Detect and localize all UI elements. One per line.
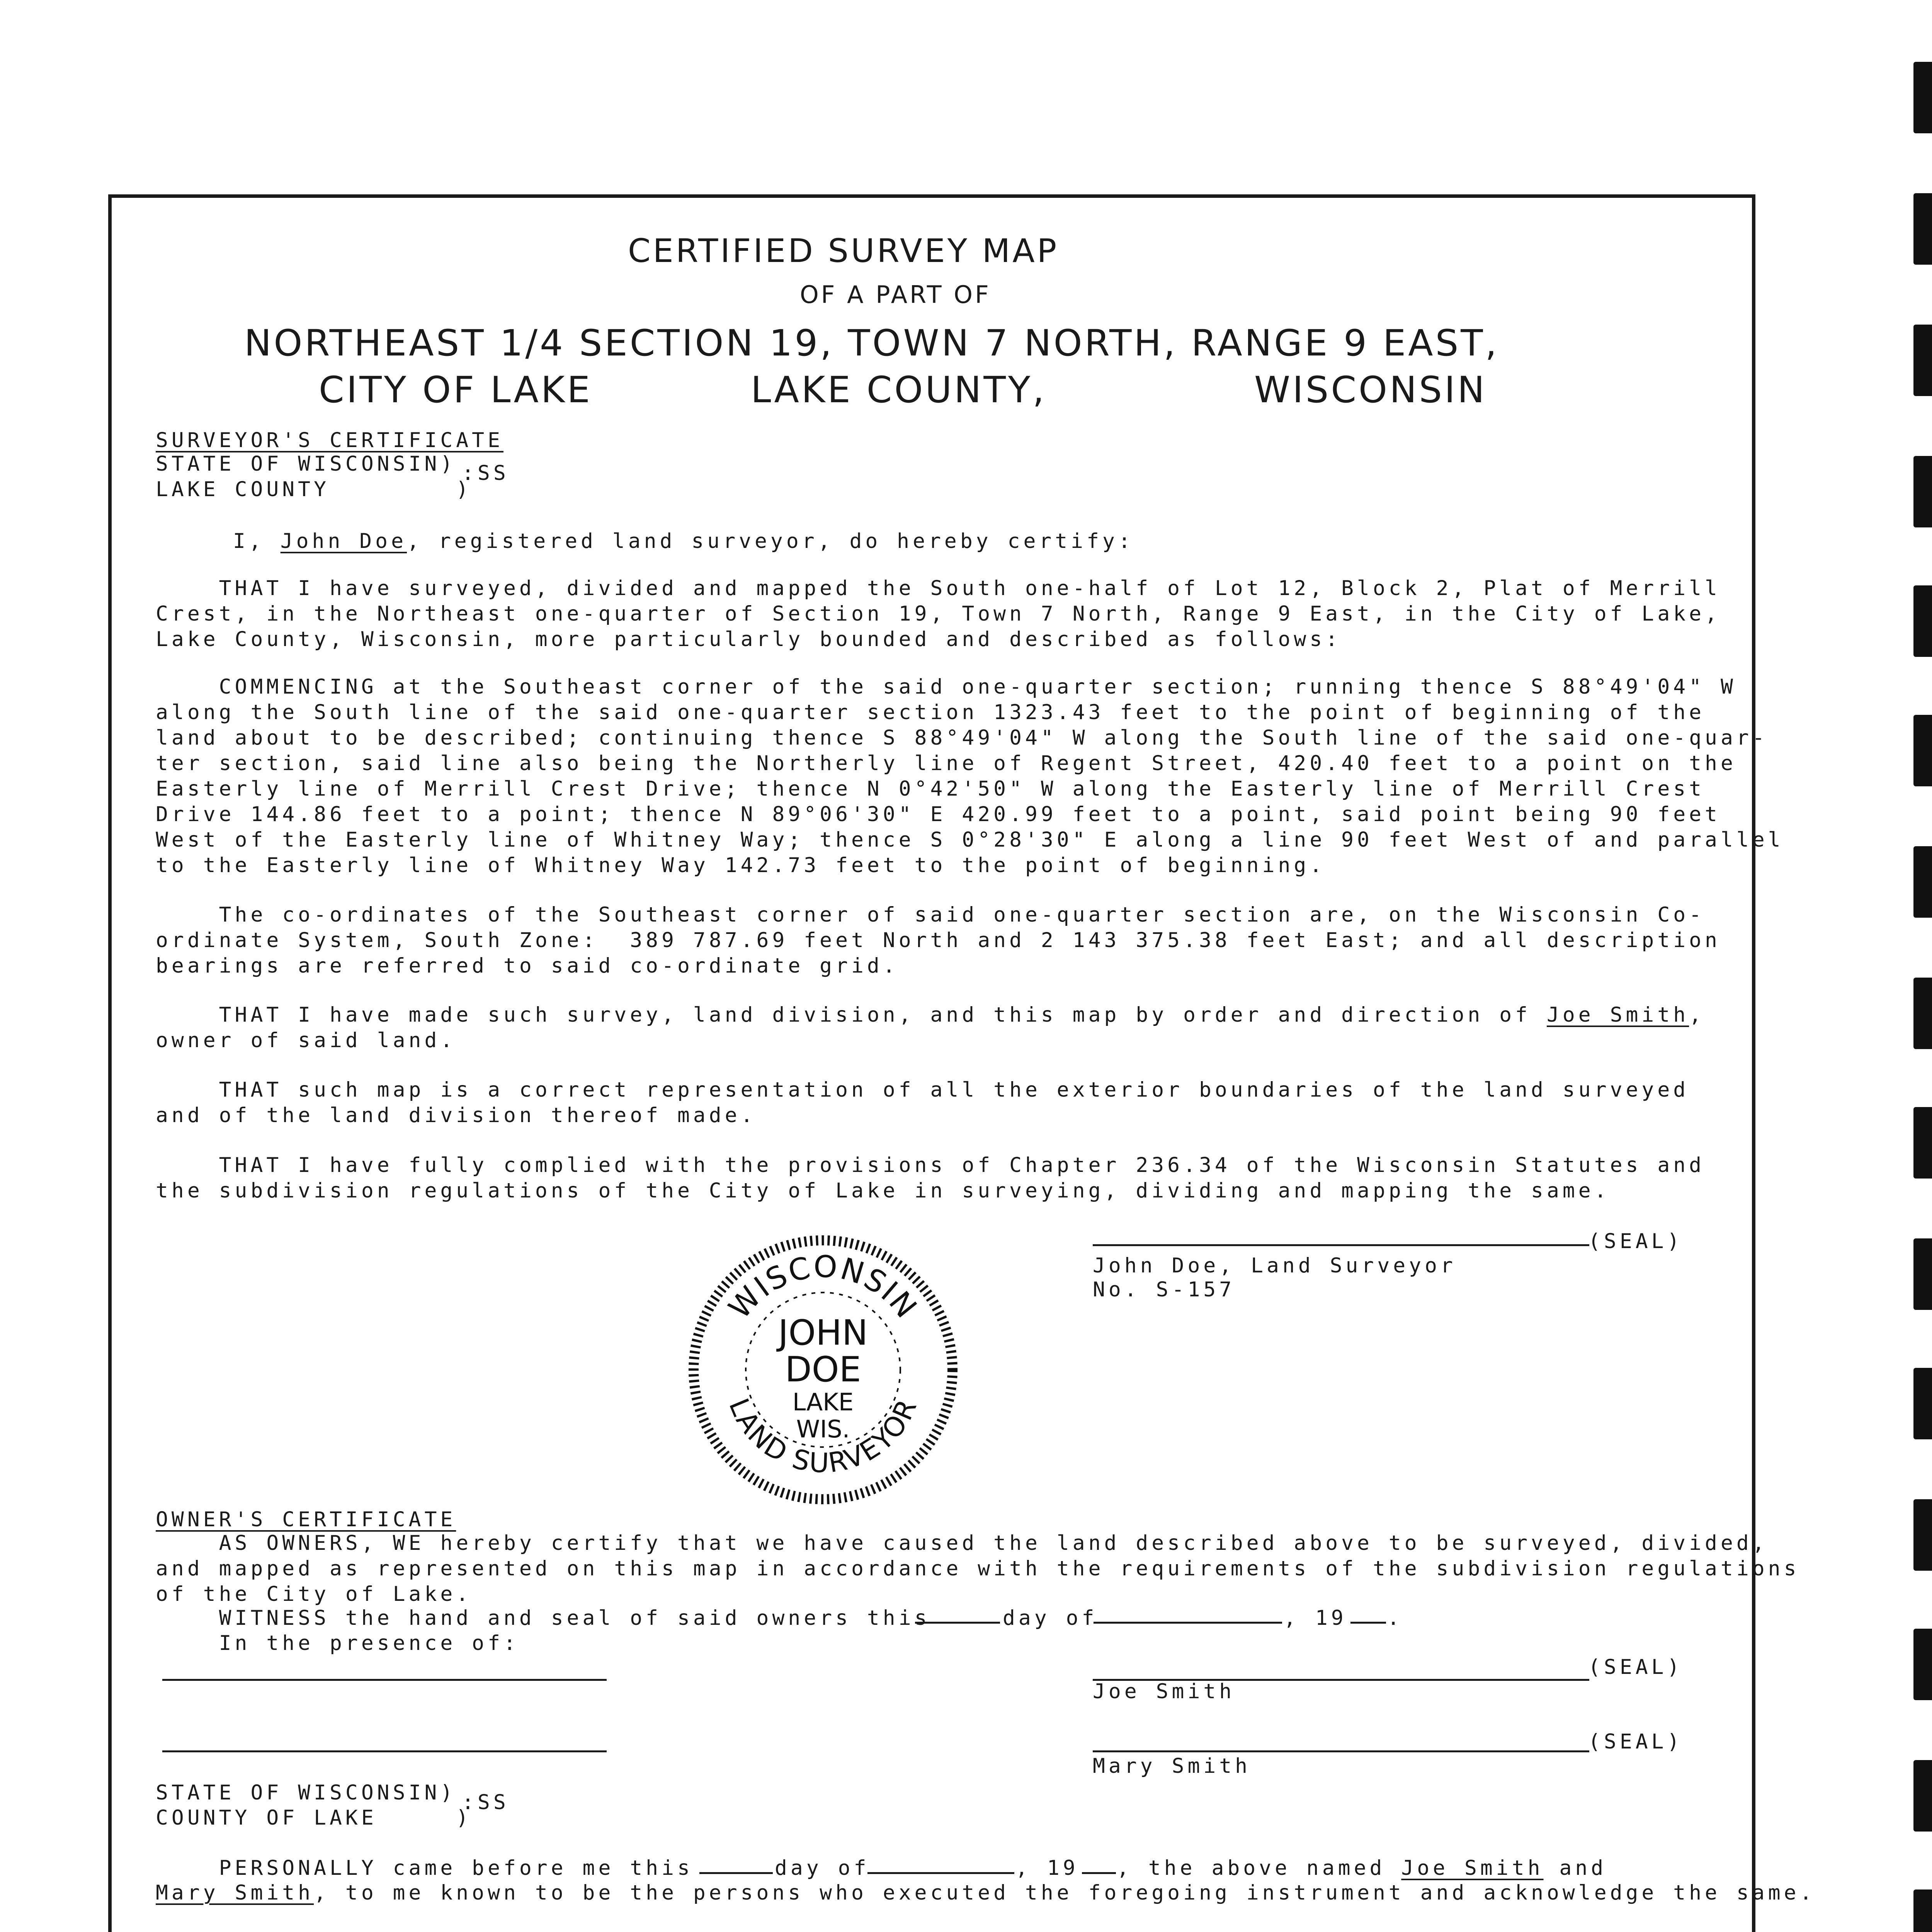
intro-suffix: , registered land surveyor, do hereby certify: bbox=[407, 529, 1134, 553]
binder-bar bbox=[1913, 715, 1932, 786]
paragraph-coordinates: The co-ordinates of the Southeast corner of said one-quarter section are, on the Wisconsin Co- ordinate System, South Zone: 389 787.69 feet North and 2 143 375.38 feet East; and all description bearings are referred to said co-ordinate grid. bbox=[156, 903, 1721, 978]
owner2-seal-label: (SEAL) bbox=[1588, 1730, 1683, 1753]
owner-cert-heading: OWNER'S CERTIFICATE bbox=[156, 1508, 456, 1531]
binder-bar bbox=[1913, 1629, 1932, 1700]
surveyor-seal bbox=[688, 1235, 958, 1505]
binder-bar bbox=[1913, 193, 1932, 265]
owner1-name: Joe Smith bbox=[1093, 1680, 1235, 1703]
notary-mary-smith: Mary Smith bbox=[156, 1881, 314, 1905]
owner2-name: Mary Smith bbox=[1093, 1754, 1251, 1778]
notary-state-line: STATE OF WISCONSIN) bbox=[156, 1781, 456, 1804]
binder-bar bbox=[1913, 1368, 1932, 1439]
personally-line1-rest bbox=[1117, 1855, 1607, 1881]
notary-ss-mark: :SS bbox=[462, 1791, 509, 1814]
presence-text: In the presence of: bbox=[156, 1631, 519, 1655]
certify-intro bbox=[156, 529, 1713, 554]
county-line: LAKE COUNTY ) bbox=[156, 478, 472, 501]
seal-city: LAKE bbox=[792, 1388, 854, 1416]
personally-year-blank bbox=[1082, 1872, 1116, 1874]
witness-year-blank bbox=[1350, 1622, 1386, 1624]
witness-signature-line-2 bbox=[162, 1750, 607, 1752]
surveyor-name: John Doe bbox=[280, 529, 407, 553]
binder-bar bbox=[1913, 585, 1932, 657]
seal-bottom-text: LAND SURVEYOR bbox=[723, 1393, 923, 1479]
personally-text-d: , the above named bbox=[1117, 1856, 1401, 1880]
intro-prefix: I, bbox=[233, 529, 281, 553]
witness-day-blank bbox=[915, 1622, 1000, 1624]
seal-name-first: JOHN bbox=[778, 1313, 868, 1353]
map-city: CITY OF LAKE bbox=[319, 369, 592, 411]
paragraph-survey: THAT I have surveyed, divided and mapped the South one-half of Lot 12, Block 2, Plat of Merrill Crest, in the Northeast one-quarter of Section 19, Town 7 North, Range 9 East, in the City of Lake, Lake County, Wisconsin, more particularly bounded and described as follows: bbox=[156, 577, 1721, 651]
notary-joe-smith: Joe Smith bbox=[1401, 1856, 1544, 1880]
personally-text-c: , 19 bbox=[1015, 1856, 1079, 1880]
surveyor-signature-line bbox=[1093, 1244, 1589, 1246]
map-title: CERTIFIED SURVEY MAP bbox=[628, 232, 1059, 270]
binder-bar bbox=[1913, 1499, 1932, 1571]
binder-bar bbox=[1913, 1238, 1932, 1310]
paragraph-commencing: COMMENCING at the Southeast corner of the said one-quarter section; running thence S 88°49'04" W along the South line of the said one-quarter section 1323.43 feet to the point of beginning of the land about to be described; continuing thence S 88°49'04" W along the South line of the said one-quar- ter section, said line also being the Northerly line of Regent Street, 420.40 feet to a point on the Easterly line of Merrill Crest Drive; thence N 0°42'50" W along the Easterly line of Merrill Crest Drive 144.86 feet to a point; thence N 89°06'30" E 420.99 feet to a point, said point being 90 feet West of the Easterly line of Whitney Way; thence S 0°28'30" E along a line 90 feet West of and parallel to the Easterly line of Whitney Way 142.73 feet to the point of beginning. bbox=[156, 675, 1784, 877]
map-subtitle: OF A PART OF bbox=[800, 281, 991, 309]
surveyor-number: No. S-157 bbox=[1093, 1278, 1235, 1301]
state-line: STATE OF WISCONSIN) bbox=[156, 452, 456, 476]
map-state: WISCONSIN bbox=[1254, 369, 1487, 411]
paragraph-representation: THAT such map is a correct representation of all the exterior boundaries of the land surveyed and of the land division thereof made. bbox=[156, 1078, 1689, 1127]
ss-mark: :SS bbox=[462, 461, 509, 485]
witness-text-d: . bbox=[1387, 1606, 1403, 1630]
witness-text-b: day of bbox=[1003, 1606, 1098, 1630]
seal-state: WIS. bbox=[796, 1415, 850, 1443]
map-county: LAKE COUNTY, bbox=[751, 369, 1047, 411]
owner-name: Joe Smith bbox=[1546, 1003, 1689, 1027]
personally-month-blank bbox=[867, 1872, 1014, 1874]
personally-text-f: , to me known to be the persons who executed the foregoing instrument and acknowledge the same. bbox=[314, 1881, 1816, 1905]
binder-bar bbox=[1913, 62, 1932, 133]
binder-bar bbox=[1913, 456, 1932, 527]
binder-bar bbox=[1913, 1107, 1932, 1179]
personally-text-e: and bbox=[1543, 1856, 1607, 1880]
binder-bar bbox=[1913, 846, 1932, 918]
witness-signature-line-1 bbox=[162, 1679, 607, 1681]
personally-text-a: PERSONALLY came before me this bbox=[156, 1856, 693, 1880]
order-suffix: , owner of said land. bbox=[156, 1003, 1705, 1052]
order-prefix: THAT I have made such survey, land division, and this map by order and direction of bbox=[156, 1003, 1547, 1027]
personally-line2 bbox=[156, 1880, 1815, 1906]
personally-day-blank bbox=[699, 1872, 773, 1874]
binder-bar bbox=[1913, 1760, 1932, 1832]
seal-name-last: DOE bbox=[785, 1349, 861, 1390]
paragraph-compliance: THAT I have fully complied with the provisions of Chapter 236.34 of the Wisconsin Statutes and the subdivision regulations of the City of Lake in surveying, dividing and mapping the same. bbox=[156, 1153, 1705, 1202]
personally-text-b: day of bbox=[775, 1856, 870, 1880]
surveyor-seal-label: (SEAL) bbox=[1588, 1230, 1683, 1253]
notary-county-line: COUNTY OF LAKE ) bbox=[156, 1806, 472, 1830]
map-location-line: NORTHEAST 1/4 SECTION 19, TOWN 7 NORTH, RANGE 9 EAST, bbox=[244, 322, 1499, 364]
witness-text-c: , 19 bbox=[1284, 1606, 1347, 1630]
binder-bar bbox=[1913, 978, 1932, 1049]
paragraph-order bbox=[156, 1002, 1713, 1053]
witness-text-a: WITNESS the hand and seal of said owners this bbox=[156, 1606, 930, 1630]
owner-cert-paragraph: AS OWNERS, WE hereby certify that we have caused the land described above to be surveyed, divided, and mapped as represented on this map in accordance with the requirements of the subdivision regulations of the City of Lake. bbox=[156, 1531, 1800, 1606]
owner1-seal-label: (SEAL) bbox=[1588, 1655, 1683, 1679]
binder-bar bbox=[1913, 1889, 1932, 1932]
witness-month-blank bbox=[1094, 1622, 1282, 1624]
surveyor-cert-heading: SURVEYOR'S CERTIFICATE bbox=[156, 429, 503, 452]
surveyor-signer: John Doe, Land Surveyor bbox=[1093, 1254, 1456, 1277]
seal-top-text: WISCONSIN bbox=[722, 1249, 924, 1326]
owner2-signature-line bbox=[1093, 1750, 1589, 1752]
binder-bar bbox=[1913, 325, 1932, 396]
